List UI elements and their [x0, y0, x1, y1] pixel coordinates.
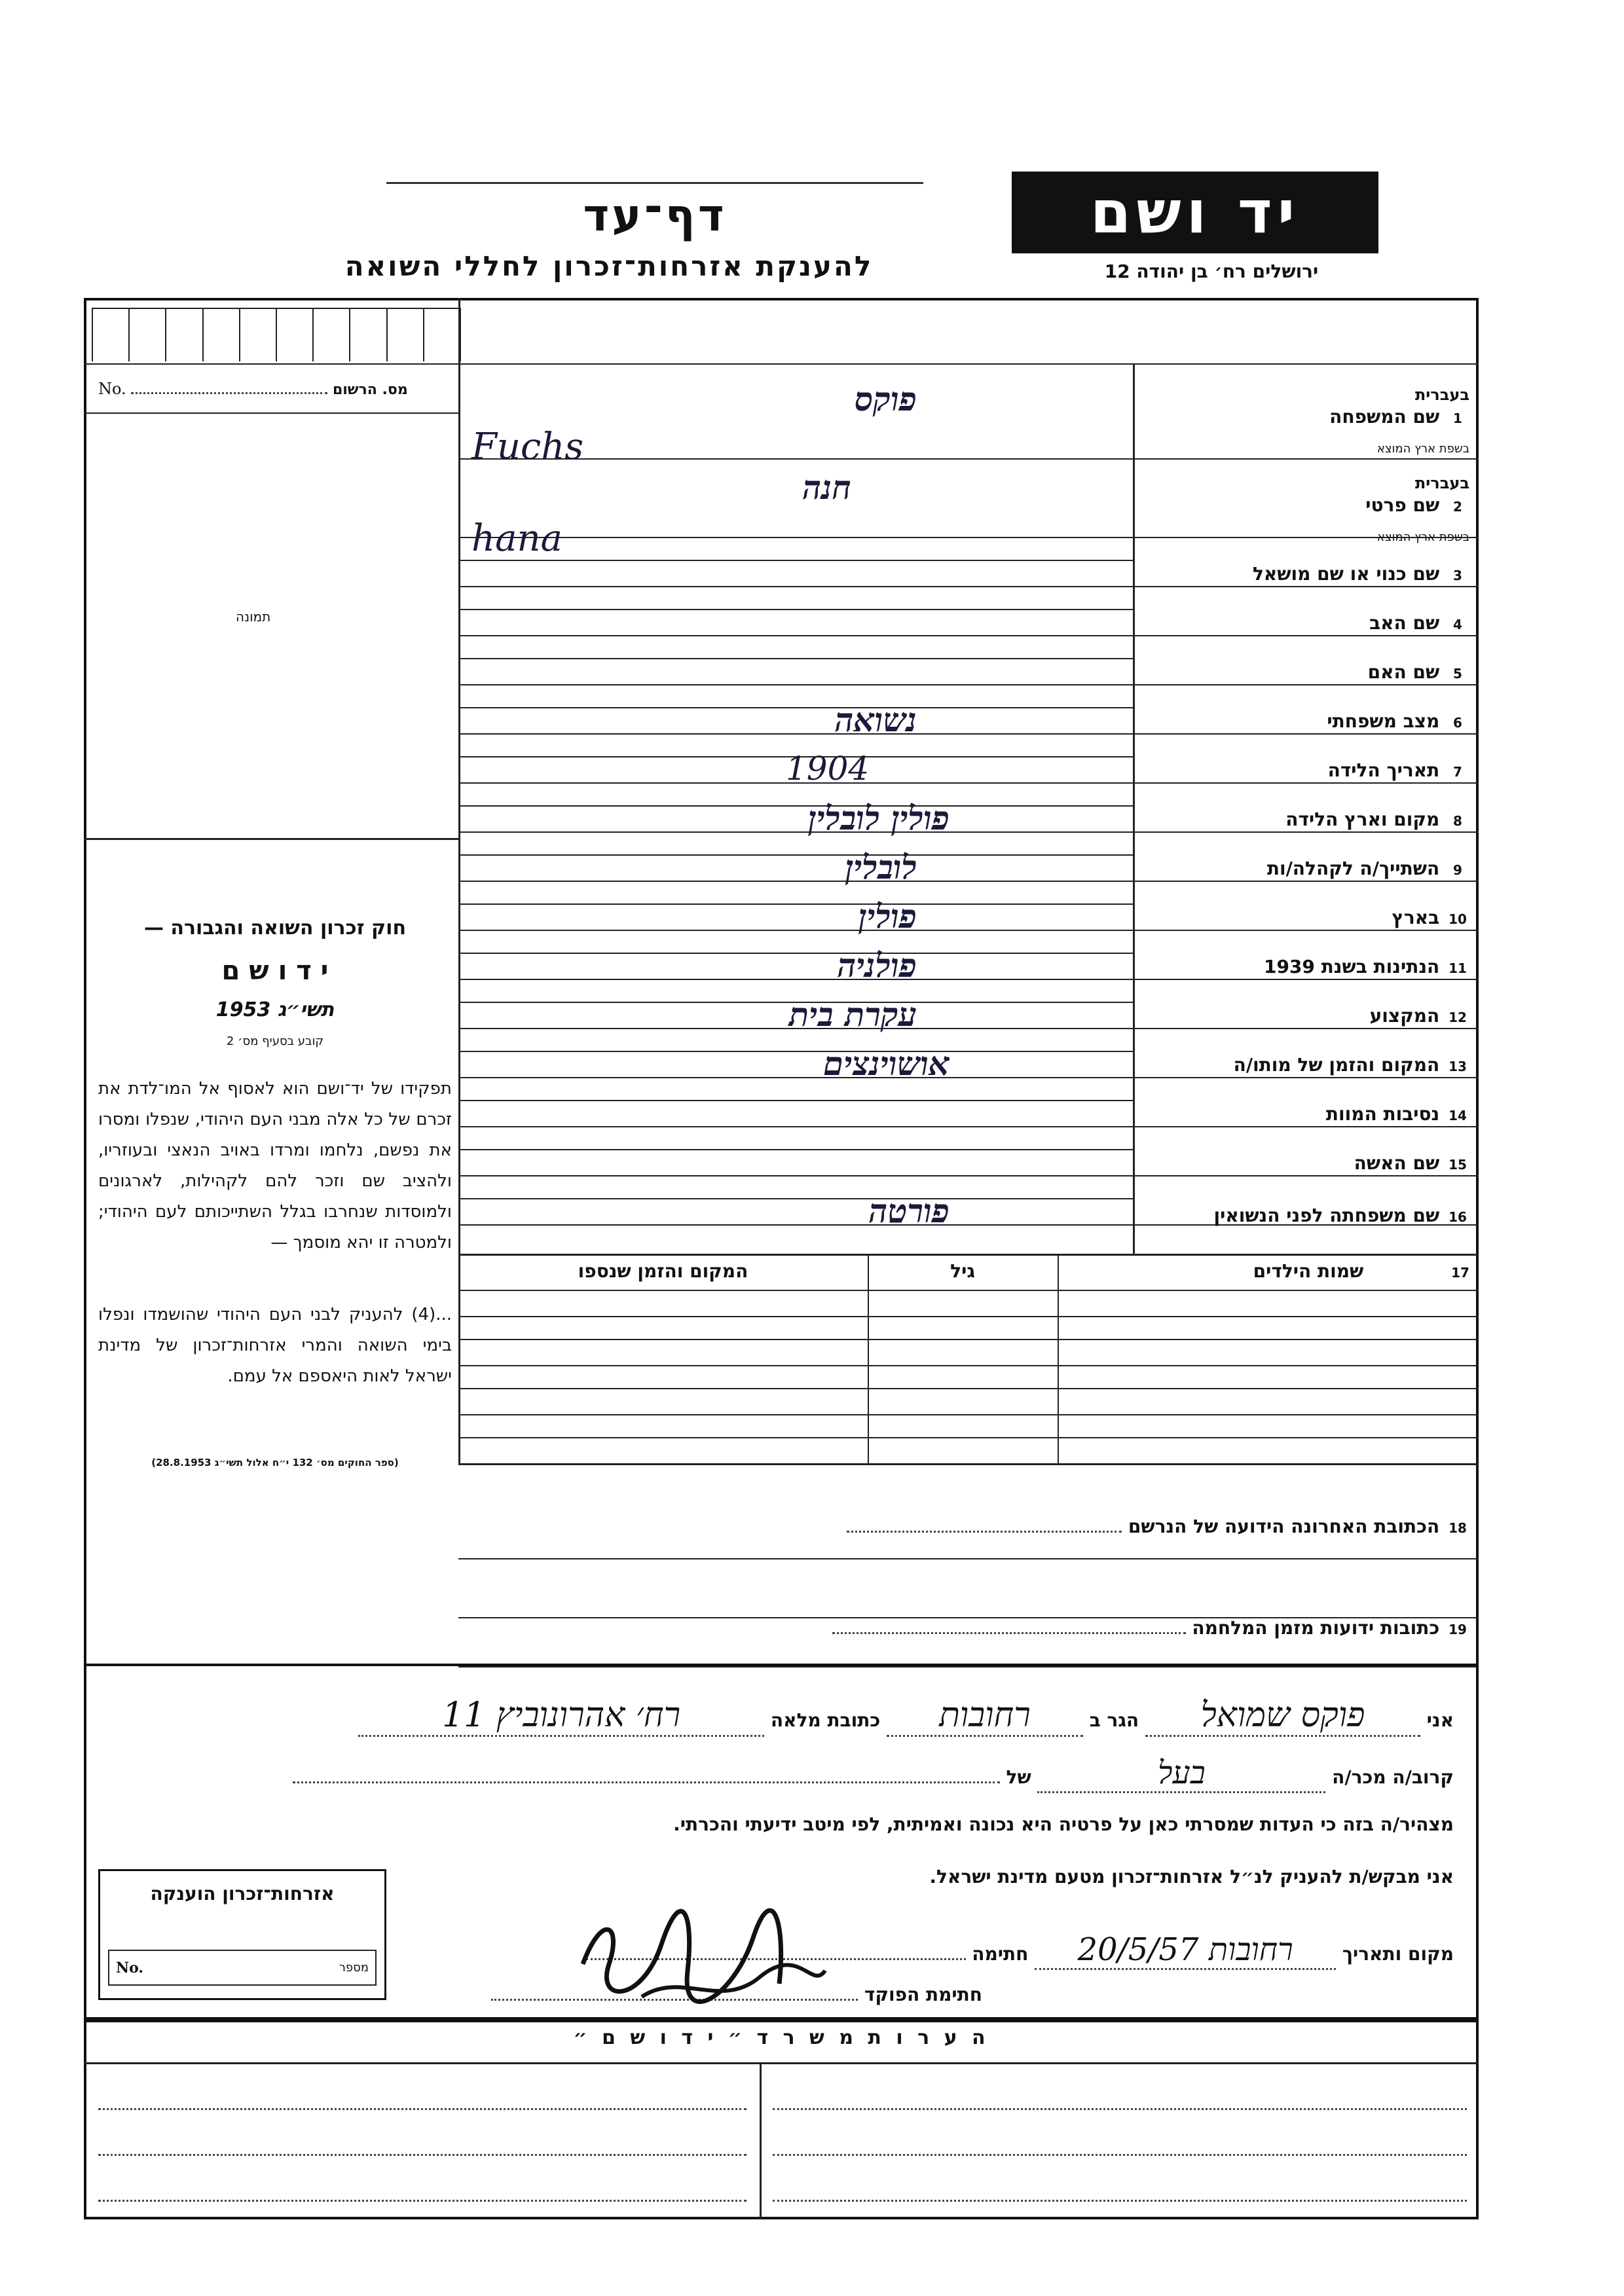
- registry-no-label: No.: [98, 380, 126, 398]
- declarant-i-label: אני: [1426, 1709, 1454, 1731]
- field-9-value[interactable]: לובלין: [845, 848, 917, 886]
- field-11-number: 11: [1449, 960, 1467, 976]
- law-footnote: (ספר החוקים מס׳ 132 י״ח אלול תשי״ג 28.8.1953): [151, 1457, 399, 1468]
- page-title: דף־עד: [583, 190, 727, 242]
- field-13-label: המקום והזמן של מותו/ה: [1233, 1054, 1440, 1076]
- field-19-input[interactable]: [832, 1632, 1186, 1634]
- field-1-sub-origin: בשפת ארץ המוצא: [1376, 442, 1469, 456]
- field-8-value[interactable]: פולין לובלין: [807, 799, 950, 837]
- law-paragraph-1: תפקידו של יד־ושם הוא לאסוף אל המו־לדת את זכרם של כל אלה מבני העם היהודי, שנפלו ומסרו את נפשם, נלחמו ומרדו באויב הנאצי ובעוזריו, ולהציב שם וזכר להם לקהילות, לארגונים ולמוסדות שנחרבו בגלל השתייכותם לעם היהודי; ולמטרה זו יהא מוסמך —: [98, 1079, 452, 1252]
- field-6-label-row: [1155, 710, 1469, 732]
- declaration-line-1: [98, 1696, 1454, 1737]
- place-date-row: [393, 1931, 1454, 1970]
- field-12-number: 12: [1449, 1010, 1467, 1025]
- children-header-names: שמות הילדים: [1253, 1260, 1364, 1282]
- field-1-label: שם המשפחה: [1329, 406, 1440, 428]
- field-18-row: [788, 1516, 1469, 1537]
- field-7-label-row: [1155, 759, 1469, 781]
- field-12-label-row: [1155, 1005, 1469, 1027]
- field-12-value[interactable]: עקרת בית: [788, 995, 917, 1034]
- declarant-resides-label: הגר ב: [1089, 1709, 1139, 1731]
- header-address: ירושלים רח׳ בן יהודה 12: [1104, 261, 1319, 282]
- field-10-value[interactable]: פולין: [858, 897, 917, 936]
- field-16-label-row: [1155, 1205, 1469, 1226]
- field-15-label: שם האשה: [1354, 1152, 1440, 1174]
- field-7-label: תאריך הלידה: [1327, 759, 1440, 781]
- field-11-value[interactable]: פולניה: [837, 946, 917, 985]
- law-paragraph-2: ...(4) להעניק לבני העם היהודי שהושמדו ונפלו בימי השואה והמרי אזרחות־זכרון של מדינת ישראל לאות היאספם אל עמם.: [98, 1305, 452, 1386]
- declaration-statement-1: מצהיר/ה בזה כי העדות שמסרתי כאן על פרטיה היא נכונה ואמיתית, לפי מיטב ידיעתי והכרתי.: [673, 1813, 1454, 1835]
- field-13-label-row: [1155, 1054, 1469, 1076]
- law-heading: חוק זכרון השואה והגבורה —: [143, 917, 407, 939]
- field-3-label: שם כנוי או שם מושאל: [1252, 563, 1440, 585]
- field-18-input[interactable]: [847, 1531, 1122, 1533]
- signature-label: חתימה: [972, 1943, 1029, 1965]
- field-6-value[interactable]: נשואה: [834, 701, 917, 739]
- field-14-label: נסיבות המוות: [1325, 1103, 1440, 1125]
- field-9-label: השתייך/ה לקהלה/ות: [1266, 858, 1440, 879]
- place-date-label: מקום ותאריך: [1342, 1943, 1454, 1965]
- field-3-number: 3: [1453, 568, 1462, 583]
- field-4-number: 4: [1453, 617, 1462, 632]
- field-18-label: הכתובת האחרונה הידועה של הנרשם: [1128, 1516, 1440, 1537]
- field-8-label-row: [1155, 809, 1469, 830]
- declarant-name-value[interactable]: פוקס שמואל: [1145, 1696, 1420, 1737]
- field-5-number: 5: [1453, 666, 1462, 682]
- children-header-age: גיל: [950, 1260, 975, 1282]
- field-1-sub-hebrew: בעברית: [1414, 386, 1469, 404]
- field-14-label-row: [1155, 1103, 1469, 1125]
- registry-digit-cells: [92, 308, 461, 361]
- declarant-city-value[interactable]: רחובות: [887, 1696, 1083, 1737]
- place-date-value[interactable]: רחובות 20/5/57: [1035, 1931, 1336, 1970]
- field-9-label-row: [1155, 858, 1469, 879]
- field-16-number: 16: [1449, 1209, 1467, 1225]
- field-19-number: 19: [1449, 1622, 1467, 1637]
- field-16-label: שם משפחתה לפני הנשואין: [1213, 1205, 1440, 1226]
- signature-scribble: [563, 1886, 838, 2016]
- field-2-sub-hebrew: בעברית: [1414, 474, 1469, 492]
- law-name: י ד ו ש ם: [221, 956, 329, 986]
- photo-placeholder: תמונה: [236, 609, 271, 625]
- page-subtitle: להענקת אזרחות־זכרון לחללי השואה: [344, 250, 874, 282]
- children-header-place: המקום והזמן שנספו: [578, 1260, 748, 1282]
- field-2-value-hebrew[interactable]: חנה: [802, 468, 851, 507]
- field-3-label-row: [1155, 563, 1469, 585]
- children-col-names: [1066, 1260, 1472, 1282]
- field-19-label: כתובות ידועות מזמן המלחמה: [1192, 1617, 1440, 1639]
- field-5-label-row: [1155, 661, 1469, 683]
- field-15-label-row: [1155, 1152, 1469, 1174]
- field-1-value-latin[interactable]: Fuchs: [471, 426, 584, 468]
- field-2-label: שם פרטי: [1365, 494, 1440, 516]
- relative-of-input[interactable]: [293, 1781, 1000, 1783]
- field-18-number: 18: [1449, 1520, 1467, 1536]
- field-11-label: הנתינות בשנת 1939: [1263, 956, 1440, 977]
- field-12-label: המקצוע: [1369, 1005, 1440, 1027]
- declarant-address-label: כתובת מלאה: [770, 1709, 881, 1731]
- field-1-value-hebrew[interactable]: פוקס: [854, 380, 917, 418]
- citizenship-title: אזרחות־זכרון הוענקה: [150, 1883, 335, 1904]
- relative-label: קרוב/ה מכר/ה: [1332, 1766, 1454, 1788]
- office-notes-frame: [84, 2020, 1479, 2219]
- field-10-number: 10: [1449, 911, 1467, 927]
- header-top-rule: [386, 182, 923, 184]
- field-7-value[interactable]: 1904: [786, 750, 870, 788]
- field-19-row: [788, 1617, 1469, 1639]
- law-clause: קובע בסעיף מס׳ 2: [226, 1034, 324, 1048]
- field-6-label: מצב משפחתי: [1327, 710, 1440, 732]
- field-8-number: 8: [1453, 813, 1462, 829]
- field-9-number: 9: [1453, 862, 1462, 878]
- declarant-address-value[interactable]: רח׳ אהרונוביץ 11: [358, 1696, 764, 1737]
- office-notes-title: ה ע ר ו ת מ ש ר ד ״ י ד ו ש ם ״: [573, 2026, 989, 2049]
- field-1-number: 1: [1453, 410, 1462, 426]
- field-2-number: 2: [1453, 499, 1462, 515]
- law-year: תשי״ג 1953: [215, 998, 335, 1021]
- field-2-value-latin[interactable]: hana: [471, 517, 563, 560]
- field-16-value[interactable]: פורטה: [868, 1192, 950, 1230]
- field-10-label-row: [1155, 907, 1469, 928]
- declaration-line-2: [98, 1755, 1454, 1793]
- field-14-number: 14: [1449, 1108, 1467, 1123]
- field-4-label-row: [1155, 612, 1469, 634]
- registry-reg-label: מס. הרשום: [332, 382, 408, 398]
- field-10-label: בארץ: [1392, 907, 1440, 928]
- citizenship-no-label: No.: [116, 1959, 144, 1977]
- field-4-label: שם האב: [1369, 612, 1440, 634]
- field-13-number: 13: [1449, 1059, 1467, 1074]
- citizenship-number-label: מספר: [339, 1961, 369, 1975]
- citizenship-box: [98, 1869, 386, 2000]
- field-13-value[interactable]: אושוינצים: [823, 1044, 950, 1083]
- declaration-statement-2: אני מבקש/ת להעניק לנ״ל אזרחות־זכרון מטעם מדינת ישראל.: [929, 1866, 1454, 1887]
- official-signature-label: חתימת הפוקד: [864, 1984, 982, 2005]
- field-2-sub-origin: בשפת ארץ המוצא: [1376, 530, 1469, 544]
- field-15-number: 15: [1449, 1157, 1467, 1173]
- field-6-number: 6: [1453, 715, 1462, 731]
- registry-no-line: [98, 380, 452, 406]
- field-5-label: שם האם: [1367, 661, 1440, 683]
- field-17-number: 17: [1451, 1265, 1469, 1281]
- relation-value[interactable]: בעל: [1037, 1755, 1325, 1793]
- yad-vashem-logo: יד ושם: [1012, 172, 1378, 253]
- field-7-number: 7: [1453, 764, 1462, 780]
- field-11-label-row: [1155, 956, 1469, 977]
- field-8-label: מקום וארץ הלידה: [1285, 809, 1440, 830]
- children-table: [458, 1254, 1479, 1467]
- relative-of-label: של: [1006, 1766, 1031, 1788]
